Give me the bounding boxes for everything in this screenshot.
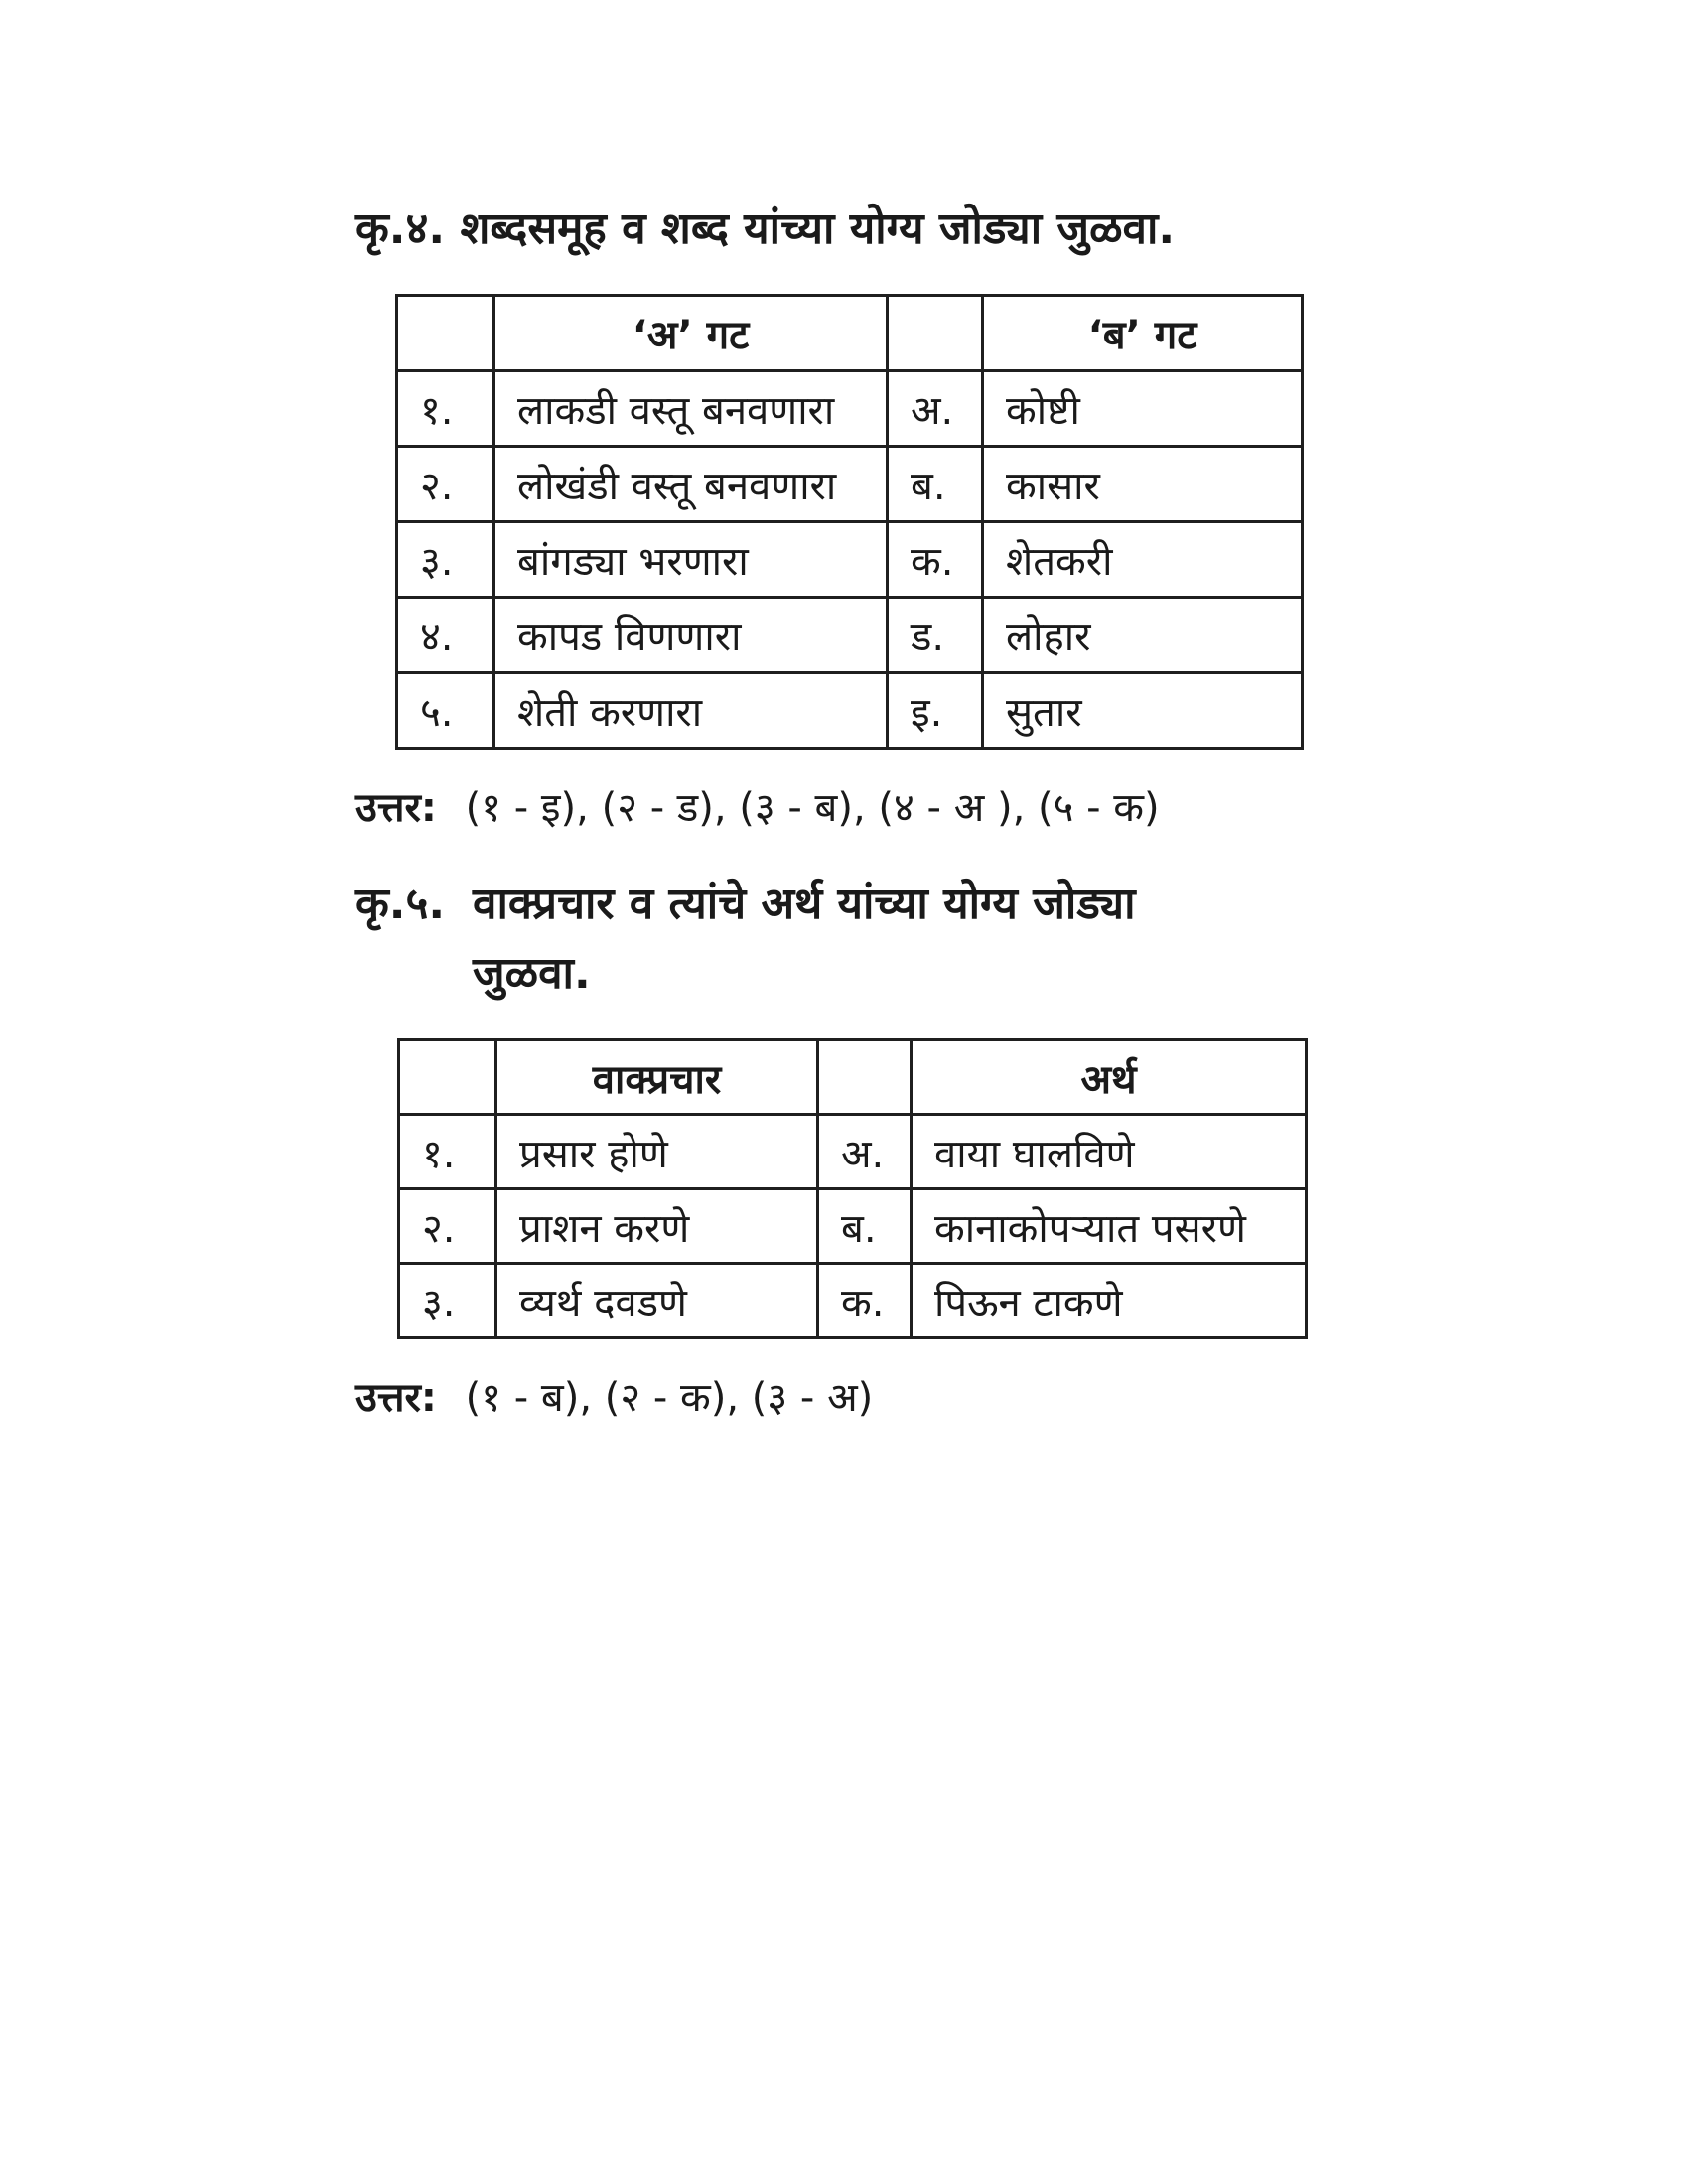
q5-instruction-line1: वाक्प्रचार व त्यांचे अर्थ यांच्या योग्य जोड्या	[473, 879, 1136, 929]
option-letter: क.	[888, 522, 983, 598]
q4-number: कृ.४.	[355, 204, 446, 254]
q5-heading	[355, 870, 1309, 1009]
header-cell	[397, 296, 494, 371]
q4-answer	[355, 780, 1160, 836]
table-header-row	[397, 296, 1303, 371]
row-number: १.	[399, 1115, 496, 1189]
group-a-item: लाकडी वस्तू बनवणारा	[494, 371, 888, 447]
option-letter: अ.	[888, 371, 983, 447]
meaning-item: कानाकोपऱ्यात पसरणे	[912, 1189, 1307, 1264]
table-row	[399, 1189, 1307, 1264]
answer-text: (१ - ब), (२ - क), (३ - अ)	[465, 1375, 874, 1421]
group-b-item: लोहार	[983, 598, 1303, 673]
answer-label: उत्तर:	[355, 1375, 437, 1421]
q4-heading	[355, 195, 1175, 264]
row-number: २.	[399, 1189, 496, 1264]
idiom-item: प्राशन करणे	[496, 1189, 818, 1264]
q5-match-table	[397, 1038, 1308, 1339]
header-cell	[818, 1040, 912, 1115]
table-row	[397, 447, 1303, 522]
group-a-item: लोखंडी वस्तू बनवणारा	[494, 447, 888, 522]
row-number: १.	[397, 371, 494, 447]
header-meaning: अर्थ	[912, 1040, 1307, 1115]
group-b-item: शेतकरी	[983, 522, 1303, 598]
meaning-item: वाया घालविणे	[912, 1115, 1307, 1189]
idiom-item: प्रसार होणे	[496, 1115, 818, 1189]
q4-match-table	[395, 294, 1304, 750]
meaning-item: पिऊन टाकणे	[912, 1264, 1307, 1338]
table-row	[399, 1115, 1307, 1189]
q5-number: कृ.५.	[355, 879, 446, 929]
group-a-item: बांगड्या भरणारा	[494, 522, 888, 598]
header-group-a: ‘अ’ गट	[494, 296, 888, 371]
answer-label: उत्तर:	[355, 785, 437, 831]
option-letter: क.	[818, 1264, 912, 1338]
group-a-item: शेती करणारा	[494, 673, 888, 749]
option-letter: ड.	[888, 598, 983, 673]
option-letter: अ.	[818, 1115, 912, 1189]
header-group-b: ‘ब’ गट	[983, 296, 1303, 371]
header-cell	[399, 1040, 496, 1115]
group-b-item: कासार	[983, 447, 1303, 522]
row-number: ३.	[397, 522, 494, 598]
group-a-item: कापड विणणारा	[494, 598, 888, 673]
table-header-row	[399, 1040, 1307, 1115]
table-row	[397, 522, 1303, 598]
q4-instruction: शब्दसमूह व शब्द यांच्या योग्य जोड्या जुळवा.	[460, 204, 1176, 254]
group-b-item: कोष्टी	[983, 371, 1303, 447]
header-cell	[888, 296, 983, 371]
option-letter: इ.	[888, 673, 983, 749]
header-idiom: वाक्प्रचार	[496, 1040, 818, 1115]
table-row	[397, 371, 1303, 447]
row-number: ४.	[397, 598, 494, 673]
option-letter: ब.	[818, 1189, 912, 1264]
table-row	[397, 673, 1303, 749]
idiom-item: व्यर्थ दवडणे	[496, 1264, 818, 1338]
table-row	[399, 1264, 1307, 1338]
table-row	[397, 598, 1303, 673]
row-number: २.	[397, 447, 494, 522]
row-number: ५.	[397, 673, 494, 749]
answer-text: (१ - इ), (२ - ड), (३ - ब), (४ - अ ), (५ - क)	[465, 785, 1160, 831]
q5-instruction-line2: जुळवा.	[473, 948, 591, 999]
row-number: ३.	[399, 1264, 496, 1338]
group-b-item: सुतार	[983, 673, 1303, 749]
option-letter: ब.	[888, 447, 983, 522]
q5-answer	[355, 1370, 873, 1426]
